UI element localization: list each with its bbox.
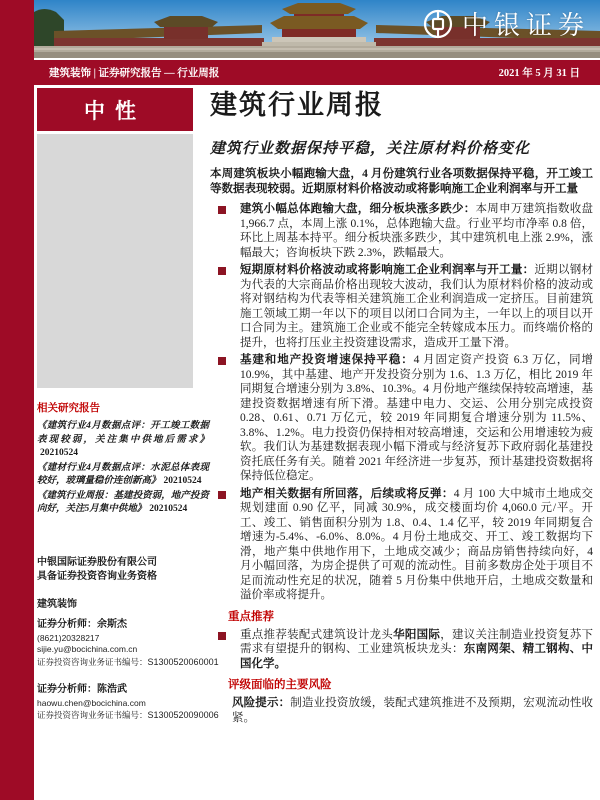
analyst-email: sijie.yu@bocichina.com.cn: [37, 644, 138, 654]
bullet-paragraph: [240, 353, 593, 484]
summary-bullet: [210, 202, 593, 260]
analyst-cert-line: [37, 656, 219, 669]
analyst-name: 余斯杰: [97, 618, 127, 630]
bullet-square-icon: [218, 491, 226, 499]
bullet-square-icon: [218, 206, 226, 214]
report-body: [210, 88, 593, 725]
bullet-lead: 建筑小幅总体跑输大盘，细分板块涨多跌少：: [240, 203, 476, 215]
analyst-name: 陈浩武: [97, 683, 127, 695]
bullet-square-icon: [218, 267, 226, 275]
issuer-name: 中银国际证券股份有限公司: [37, 556, 157, 568]
risk-paragraph: [232, 696, 593, 725]
cert-label: 证券投资咨询业务证书编号：: [37, 656, 148, 667]
boc-logo-text: 中银证券: [461, 11, 590, 40]
report-intro: 本周建筑板块小幅跑输大盘，4 月份建筑行业各项数据保持平稳，开工竣工等数据表现较弱。近期原材料价格波动或将影响施工企业利润率与开工量: [210, 168, 593, 195]
report-date: 2021 年 5 月 31 日: [498, 68, 580, 79]
recommend-paragraph: [240, 628, 593, 672]
bullet-text: 本周申万建筑指数收盘 1,966.7 点，本周上涨 0.1%，总体跑输大盘。行业平均市净率 0.8 倍，环比上周基本持平。细分板块涨多跌少，其中建筑机电上涨 2.9%，涨幅最大；咨询板块下跌 2.3%，跌幅最大。: [240, 203, 593, 259]
bullet-text: 4 月固定资产投资 6.3 万亿，同增 10.9%，其中基建、地产开发投资分别为 1.6、1.3 万亿，相比 2019 年同期复合增速分别为 3.8%、10.3%。4 月份地产继续保持较高增速，基建投资数据增速有所下滑。基建中电力、交运、公用分别完成投资 0.28、0.61、0.71 万亿元，较 2019 年同期复合增速分别为 11.5%、3.8%、1.2%。电力投资仍保持相对较高增速，交运和公用增速较为疲软。我们认为基建数据表现小幅下滑或与经济复苏下政府弱化基建投资托底任务有关。随着 2021 年经济进一步复苏，预计基建投资数据将保持低位稳定。: [240, 354, 593, 482]
bullet-lead: 基建和地产投资增速保持平稳：: [240, 354, 414, 366]
related-report-item: [37, 462, 209, 489]
related-report-date: 20210524: [149, 504, 188, 514]
issuer-block: [37, 556, 209, 584]
report-title: 建筑行业周报: [210, 90, 384, 120]
analyst-cert-line: [37, 709, 219, 722]
summary-bullet: [210, 487, 593, 603]
analyst-name-line: [37, 682, 209, 698]
boc-logo-icon: [423, 9, 453, 39]
risk-text: 制造业投资放缓，装配式建筑推进不及预期，宏观流动性收紧。: [232, 697, 593, 724]
related-report-date: 20210524: [40, 448, 78, 458]
bullet-lead: 地产相关数据有所回落，后续或将反弹：: [240, 487, 454, 500]
analyst-role-label: 证券分析师：: [37, 618, 97, 630]
recommend-text: ，建议关注制造业投资复苏下需求有望提升的钢构、工业建筑板块龙头：: [240, 628, 594, 655]
analyst-block: [37, 682, 219, 723]
related-report-title: 《建筑行业周报：基建投资弱，地产投资向好，关注5月集中供地》: [37, 490, 209, 514]
boc-logo: [423, 5, 590, 42]
bullet-square-icon: [218, 632, 226, 640]
cert-number: S1300520060001: [147, 656, 219, 667]
cert-number: S1300520090006: [147, 710, 219, 720]
analyst-name-line: [37, 617, 209, 633]
rating-label: 中性: [84, 98, 146, 123]
analyst-email: haowu.chen@bocichina.com: [37, 697, 146, 708]
summary-bullet: [210, 353, 593, 484]
bullet-paragraph: [240, 263, 593, 350]
related-report-date: 20210524: [163, 476, 202, 486]
recommend-stock: 华阳国际: [393, 628, 441, 641]
rating-badge: [37, 88, 193, 131]
related-report-item: [37, 420, 209, 461]
recommend-text: 重点推荐装配式建筑设计龙头: [240, 628, 394, 641]
related-report-title: 《建筑行业4月数据点评：开工竣工数据表现较弱，关注集中供地后需求》: [37, 421, 209, 445]
banner-category: 建筑装饰 | 证券研究报告 — 行业周报: [49, 68, 220, 79]
bullet-paragraph: [240, 487, 593, 603]
analyst-role-label: 证券分析师：: [37, 683, 97, 695]
issuer-qualification: 具备证券投资咨询业务资格: [37, 570, 157, 582]
bullet-text: 近期以钢材为代表的大宗商品价格出现较大波动，我们认为原材料价格的波动或将对钢结构为代表等相关建筑施工企业利润造成一定挤压。目前建筑施工领域工期一年以下的项目以闭口合同为主，一年以上的项目以开口合同为主。建筑施工企业或不能完全转嫁成本压力。而终端价格的提升，也将打压业主投资建设需求，造成开工量下滑。: [240, 264, 594, 349]
analyst-phone: (8621)20328217: [37, 632, 100, 643]
analyst-block: [37, 617, 219, 669]
recommend-stocks: 东南网架、精工钢构、中国化学。: [240, 643, 594, 670]
section-heading-recommend: 重点推荐: [228, 610, 274, 623]
left-accent-bar: [0, 0, 34, 800]
related-reports-list: [37, 420, 209, 517]
related-report-title: 《建材行业4月数据点评：水泥总体表现较好，玻璃量稳价连创新高》: [37, 462, 209, 486]
summary-bullet-list: [210, 202, 593, 603]
report-banner: [34, 60, 600, 85]
report-sidebar: [37, 402, 219, 722]
industry-label: 建筑装饰: [37, 598, 77, 610]
bullet-text: 4 月 100 大中城市土地成交规划建面 0.90 亿平，同减 30.9%，成交楼面均价 4,060.0 元/平。开工、竣工、销售面积分别为 1.8、0.4、1.4 亿平，较 2019 年同期复合增速为-5.4%、-6.0%、8.0%。4 月份土地成交、开工、竣工数据均下滑，地产集中供地作用下，土地成交减少；商品房销售持续向好，4 月小幅回落，为房企提供了可观的流动性。目前多数房企处于项目不足而流动性充足的状况，随着 5 月份集中供地开启，土地成交数量和溢价率或将提升。: [240, 487, 593, 601]
related-report-item: [37, 490, 209, 517]
summary-bullet: [210, 263, 593, 350]
related-reports-heading: 相关研究报告: [37, 403, 100, 414]
bullet-square-icon: [218, 357, 226, 365]
sidebar-placeholder-box: [37, 134, 193, 388]
cert-label: 证券投资咨询业务证书编号：: [37, 710, 148, 720]
section-heading-risk: 评级面临的主要风险: [228, 679, 332, 691]
bullet-paragraph: [240, 202, 593, 260]
risk-label: 风险提示：: [232, 697, 291, 709]
report-subtitle: 建筑行业数据保持平稳，关注原材料价格变化: [210, 141, 531, 157]
recommend-bullet: [210, 628, 593, 672]
header-photo: [34, 0, 600, 58]
bullet-lead: 短期原材料价格波动或将影响施工企业利润率与开工量：: [240, 264, 535, 276]
